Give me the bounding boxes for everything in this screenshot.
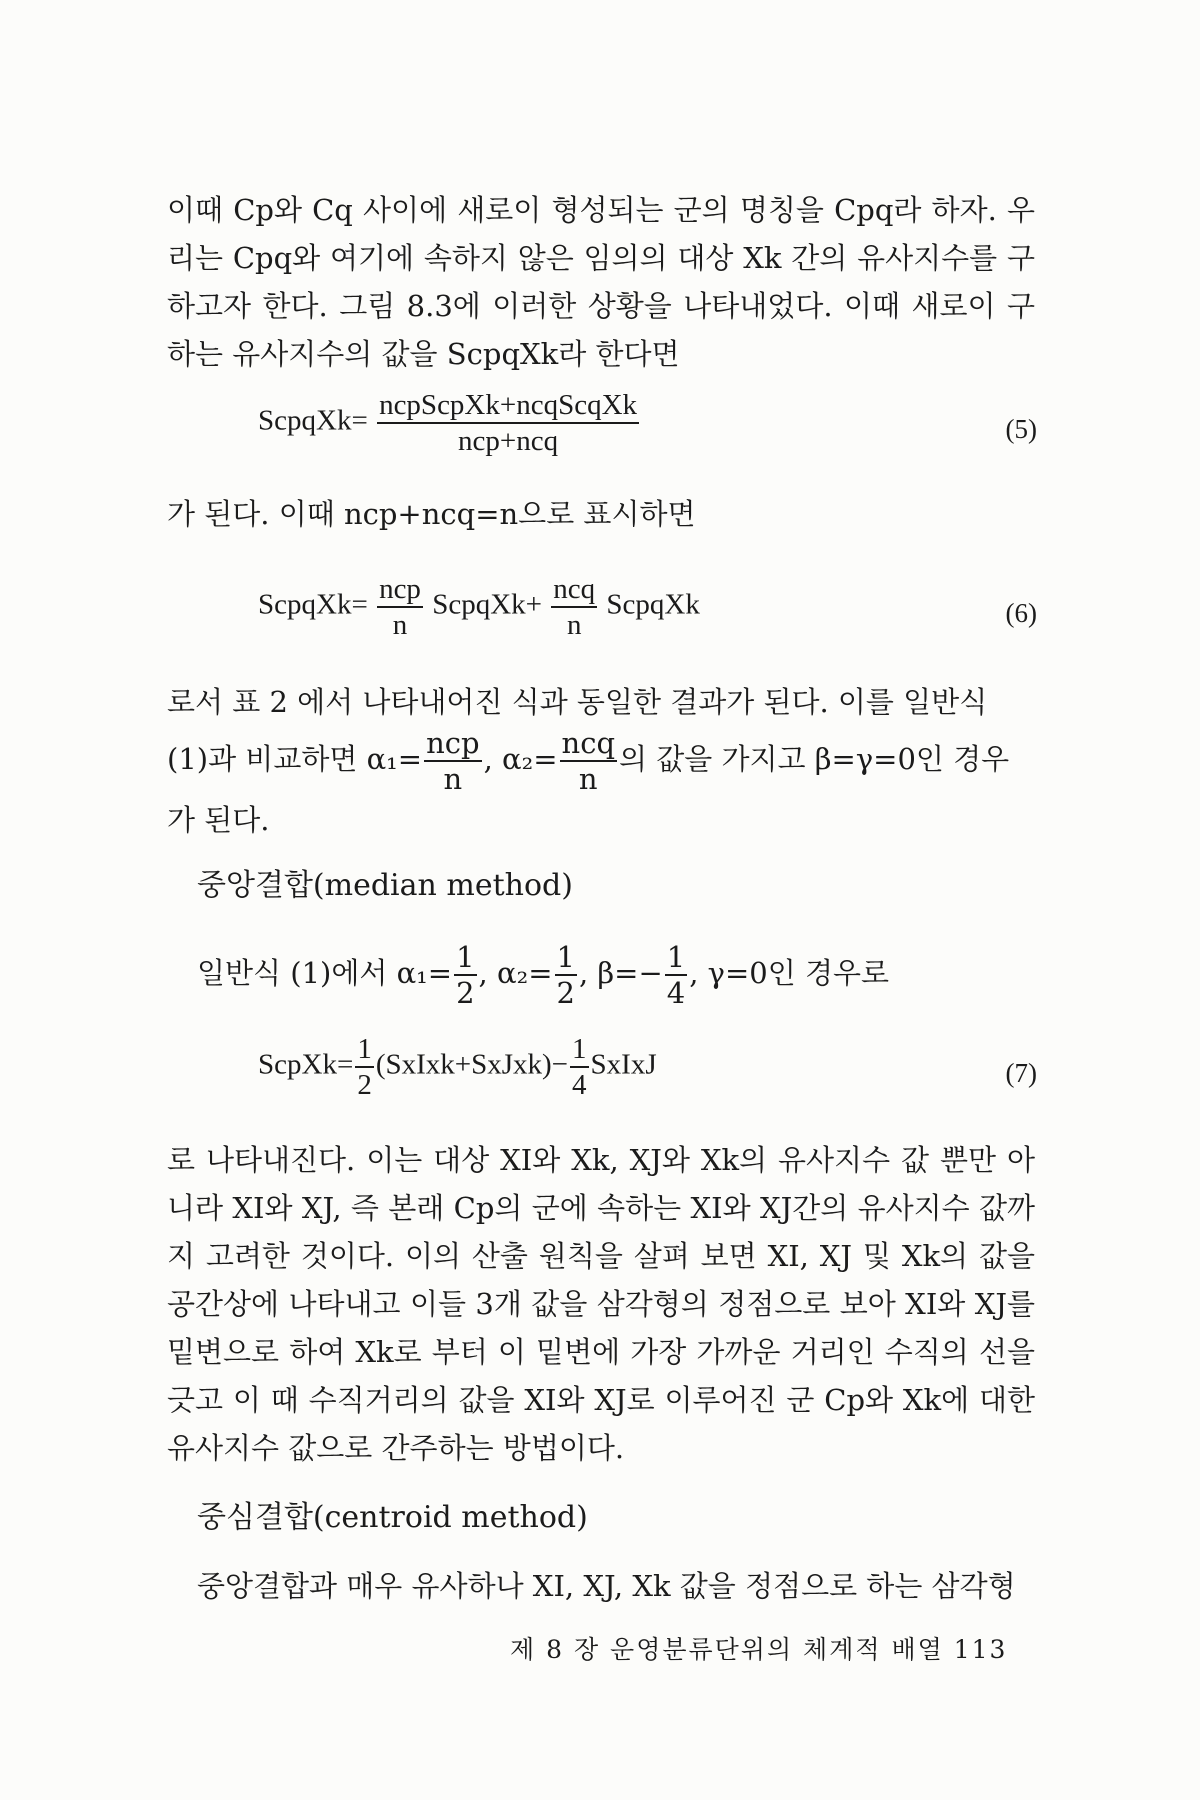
eq6-number: (6) <box>1005 598 1037 628</box>
eq5-denominator: ncp+ncq <box>458 425 559 457</box>
p3-frac2-num: ncq <box>561 726 616 760</box>
median-frac-1 <box>454 940 476 1010</box>
median-intro <box>197 940 1035 1010</box>
eq5-number: (5) <box>1005 414 1037 444</box>
paragraph3-line1: 로서 표 2 에서 나타내어진 식과 동일한 결과가 된다. 이를 일반식 <box>167 685 988 719</box>
median-f2-num: 1 <box>556 940 575 974</box>
equation-6 <box>258 572 700 642</box>
eq6-frac2-num: ncq <box>551 572 597 608</box>
eq5-numerator: ncpScpXk+ncqScqXk <box>377 388 639 424</box>
median-text-c: , β=− <box>578 956 663 990</box>
paragraph-centroid: 중앙결합과 매우 유사하나 XI, XJ, Xk 값을 정점으로 하는 삼각형 <box>197 1569 1016 1603</box>
p3-text-a: (1)과 비교하면 α₁= <box>167 742 423 776</box>
eq7-mid: (SxIxk+SxJxk)− <box>375 1048 569 1081</box>
eq6-frac2-den: n <box>566 609 582 641</box>
eq5-lhs: ScpqXk= <box>258 404 368 437</box>
eq6-frac1-num: ncp <box>377 572 423 608</box>
paragraph-substitute: 가 된다. 이때 ncp+ncq=n으로 표시하면 <box>167 497 696 531</box>
eq6-lhs: ScpqXk= <box>258 588 368 621</box>
median-f1-num: 1 <box>456 940 475 974</box>
eq7-f1-num: 1 <box>355 1032 374 1068</box>
median-f3-num: 1 <box>666 940 686 974</box>
eq7-number: (7) <box>1005 1058 1037 1088</box>
eq7-f2-den: 4 <box>572 1069 587 1101</box>
p3-frac-1 <box>424 726 481 796</box>
p3-frac1-den: n <box>443 762 463 796</box>
eq7-lhs: ScpXk= <box>258 1048 354 1081</box>
median-frac-3 <box>665 940 687 1010</box>
p3-text-b: , α₂= <box>483 742 558 776</box>
median-text-d: , γ=0인 경우로 <box>689 956 890 990</box>
median-f1-den: 2 <box>456 976 475 1010</box>
paragraph3-line3: 가 된다. <box>167 803 270 837</box>
p3-frac-2 <box>560 726 617 796</box>
heading-median-method: 중앙결합(median method) <box>197 868 573 903</box>
heading-centroid-method: 중심결합(centroid method) <box>197 1500 588 1535</box>
eq7-tail: SxIxJ <box>590 1048 657 1081</box>
median-text-a: 일반식 (1)에서 α₁= <box>197 956 453 990</box>
median-frac-2 <box>555 940 577 1010</box>
paragraph-median-explanation: 로 나타내진다. 이는 대상 XI와 Xk, XJ와 Xk의 유사지수 값 뿐만 아니라 XI와 XJ, 즉 본래 Cp의 군에 속하는 XI와 XJ간의 유사지수 값까지 고려한 것이다. 이의 산출 원칙을 살펴 보면 XI, XJ 및 Xk의 값을 공간상에 나타내고 이들 3개 값을 삼각형의 정점으로 보아 XI와 XJ를 밑변으로 하여 Xk로 부터 이 밑변에 가장 가까운 거리인 수직의 선을 긋고 이 때 수직거리의 값을 XI와 XJ로 이루어진 군 Cp와 Xk에 대한 유사지수 값으로 간주하는 방법이다. <box>167 1143 1035 1465</box>
median-f2-den: 2 <box>556 976 575 1010</box>
paragraph-comparison <box>167 678 1035 844</box>
eq6-term1: ScpqXk+ <box>432 588 542 621</box>
eq6-term2: ScpqXk <box>606 588 700 621</box>
eq6-fraction-2 <box>551 572 597 642</box>
eq6-fraction-1 <box>377 572 423 642</box>
eq7-f2-num: 1 <box>570 1032 589 1068</box>
eq5-fraction <box>377 388 639 458</box>
paragraph-intro: 이때 Cp와 Cq 사이에 새로이 형성되는 군의 명칭을 Cpq라 하자. 우리는 Cpq와 여기에 속하지 않은 임의의 대상 Xk 간의 유사지수를 구하고자 한다. 그림 8.3에 이러한 상황을 나타내었다. 이때 새로이 구하는 유사지수의 값을 ScpqXk라 한다면 <box>167 193 1035 371</box>
eq7-fraction-2 <box>570 1032 589 1102</box>
median-f3-den: 4 <box>666 976 686 1010</box>
p3-text-c: 의 값을 가지고 β=γ=0인 경우 <box>619 742 1010 776</box>
eq7-f1-den: 2 <box>357 1069 372 1101</box>
p3-frac1-num: ncp <box>426 726 480 760</box>
eq7-fraction-1 <box>355 1032 374 1102</box>
equation-5 <box>258 388 641 458</box>
eq6-frac1-den: n <box>392 609 408 641</box>
equation-7 <box>258 1032 657 1102</box>
p3-frac2-den: n <box>578 762 598 796</box>
paragraph3-line2 <box>167 726 1035 796</box>
page-footer: 제 8 장 운영분류단위의 체계적 배열 113 <box>510 1635 1008 1664</box>
median-text-b: , α₂= <box>478 956 553 990</box>
